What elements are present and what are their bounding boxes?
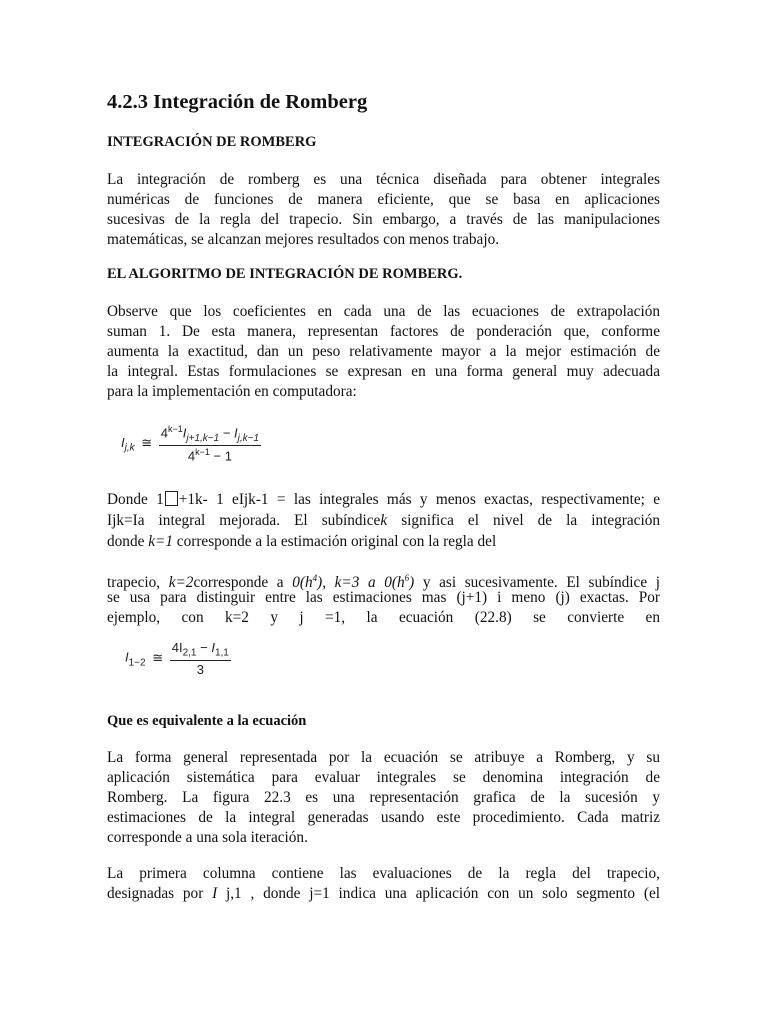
- paragraph-line: designadas por I j,1 , donde j=1 indica una aplicación con un solo segmento (el: [107, 885, 660, 902]
- paragraph-line: donde k=1 corresponde a la estimación original con la regla del: [107, 533, 497, 550]
- paragraph-line: corresponde a una sola iteración.: [107, 829, 308, 846]
- paragraph-line: aumenta la exactitud, dan un peso relativamente mayor a la mejor estimación de: [107, 343, 660, 360]
- paragraph-line: para la implementación en computadora:: [107, 383, 357, 400]
- unknown-symbol-icon: [165, 491, 178, 506]
- paragraph-line: La primera columna contiene las evaluaciones de la regla del trapecio,: [107, 865, 660, 882]
- section-heading-algoritmo: EL ALGORITMO DE INTEGRACIÓN DE ROMBERG.: [107, 266, 463, 282]
- example-formula: $I_{1-2}$ ≅ $\frac{4I_{2,1} - I_{1,1}}{3}$: [125, 640, 229, 677]
- paragraph-line: Donde 1 +1k- 1 eIjk-1 = las integrales más y menos exactas, respectivamente; e: [107, 491, 660, 508]
- paragraph-line: estimaciones de la integral generadas usando este procedimiento. Cada matriz: [107, 809, 660, 826]
- paragraph-line: se usa para distinguir entre las estimaciones mas (j+1) i meno (j) exactas. Por: [107, 589, 660, 606]
- paragraph-line: Observe que los coeficientes en cada una de las ecuaciones de extrapolación: [107, 303, 660, 320]
- section-heading-integracion: INTEGRACIÓN DE ROMBERG: [107, 134, 317, 150]
- section-heading-equivalente: Que es equivalente a la ecuación: [107, 713, 307, 729]
- paragraph-line: suman 1. De esta manera, representan factores de ponderación que, conforme: [107, 323, 660, 340]
- paragraph-line: aplicación sistemática para evaluar integrales se denomina integración de: [107, 769, 660, 786]
- paragraph-line: ejemplo, con k=2 y j =1, la ecuación (22.8) se convierte en: [107, 609, 660, 626]
- paragraph-line: matemáticas, se alcanzan mejores resultados con menos trabajo.: [107, 231, 500, 248]
- paragraph-line: sucesivas de la regla del trapecio. Sin embargo, a través de las manipulaciones: [107, 211, 660, 228]
- formula-fraction: $\frac{4I_{2,1} - I_{1,1}}{3}$: [171, 640, 229, 677]
- formula-fraction: $\frac{4^{k-1}I_{j+1,k-1} - I_{j,k-1}}{4^{k-1} - 1}$: [160, 424, 260, 464]
- paragraph-line: la integral. Estas formulaciones se expresan en una forma general muy adecuada: [107, 363, 660, 380]
- paragraph-line: Romberg. La figura 22.3 es una representación grafica de la sucesión y: [107, 789, 660, 806]
- paragraph-line: numéricas de funciones de manera eficiente, que se basa en aplicaciones: [107, 191, 660, 208]
- paragraph-line: trapecio, k=2corresponde a $0(h^4)$, k=3 a $0(h^6)$ y asi sucesivamente. El subíndice j: [107, 573, 660, 592]
- paragraph-line: La integración de romberg es una técnica diseñada para obtener integrales: [107, 171, 660, 188]
- paragraph-line: La forma general representada por la ecuación se atribuye a Romberg, y su: [107, 749, 660, 766]
- romberg-formula: $I_{j,k}$ ≅ $\frac{4^{k-1}I_{j+1,k-1} - I_{j,k-1}}{4^{k-1} - 1}$: [121, 424, 260, 464]
- paragraph-line: Ijk=Ia integral mejorada. El subíndicek significa el nivel de la integración: [107, 512, 660, 529]
- page-title: 4.2.3 Integración de Romberg: [107, 91, 368, 113]
